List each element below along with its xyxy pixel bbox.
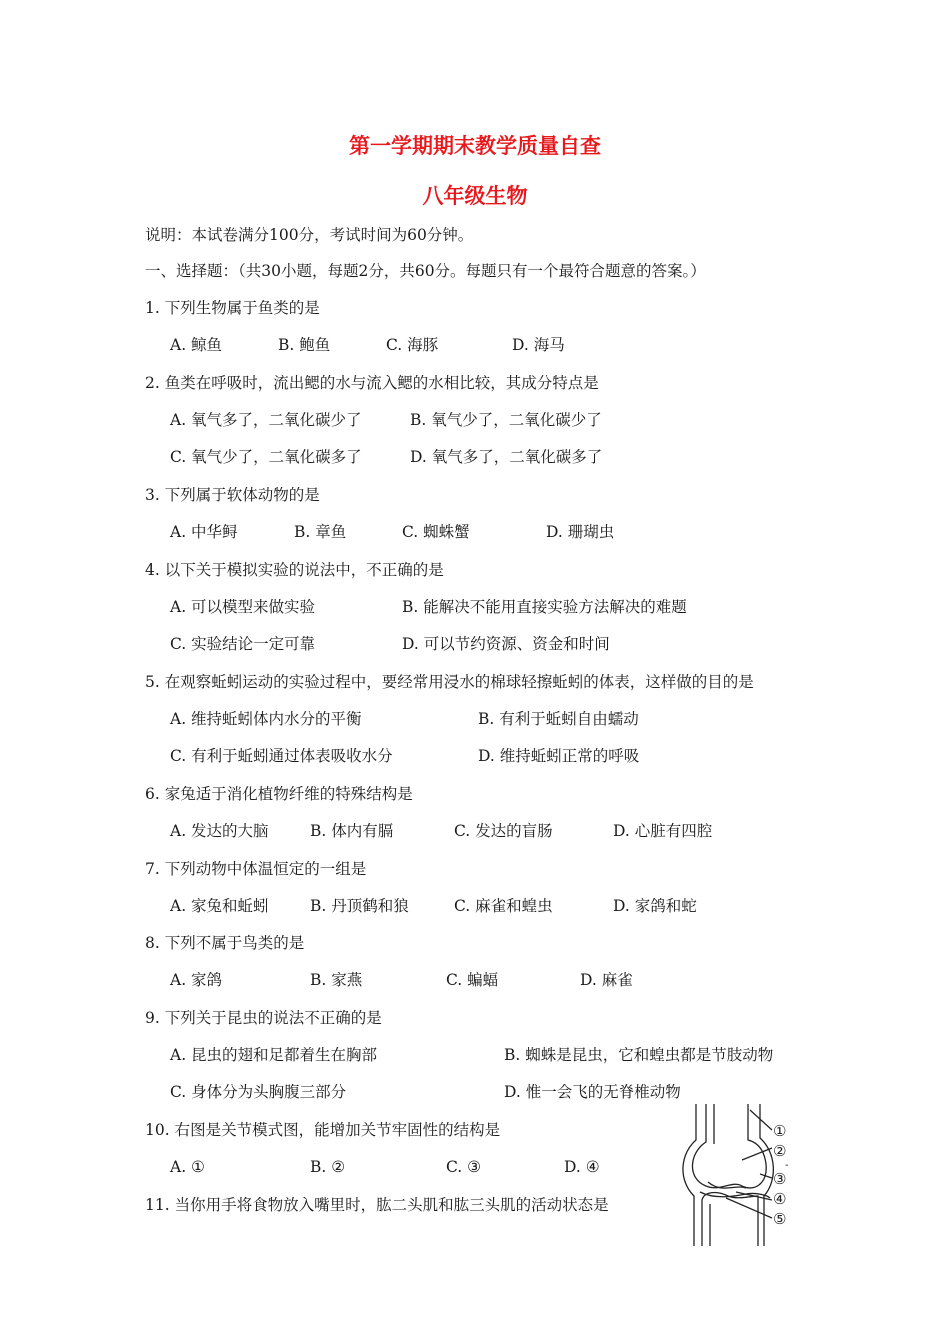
option: C. 氧气少了，二氧化碳多了	[170, 448, 362, 466]
figure-label-3: ③	[773, 1170, 787, 1188]
option: A. 氧气多了，二氧化碳少了	[170, 411, 362, 429]
option: A. 维持蚯蚓体内水分的平衡	[170, 710, 362, 728]
option: A. ①	[170, 1158, 205, 1176]
option: D. 珊瑚虫	[546, 523, 615, 541]
page-subtitle: 八年级生物	[422, 184, 528, 208]
option: A. 发达的大脑	[170, 822, 269, 840]
option: B. ②	[310, 1158, 346, 1176]
option: C. 海豚	[386, 336, 439, 354]
question-stem: 2. 鱼类在呼吸时，流出鳃的水与流入鳃的水相比较，其成分特点是	[145, 374, 599, 392]
question-stem: 10. 右图是关节模式图，能增加关节牢固性的结构是	[145, 1121, 501, 1139]
option: D. 氧气多了，二氧化碳多了	[410, 448, 603, 466]
option: C. 实验结论一定可靠	[170, 635, 316, 653]
option: D. 维持蚯蚓正常的呼吸	[478, 747, 640, 765]
option: A. 家兔和蚯蚓	[170, 897, 269, 915]
figure-dash: -	[785, 1160, 789, 1171]
option: C. ③	[446, 1158, 482, 1176]
option: B. 体内有膈	[310, 822, 394, 840]
option: B. 丹顶鹤和狼	[310, 897, 409, 915]
option: C. 蝙蝠	[446, 971, 499, 989]
option: D. 惟一会飞的无脊椎动物	[504, 1083, 681, 1101]
question-stem: 7. 下列动物中体温恒定的一组是	[145, 860, 367, 878]
option: A. 鲸鱼	[170, 336, 223, 354]
option: B. 家燕	[310, 971, 363, 989]
option: C. 身体分为头胸腹三部分	[170, 1083, 347, 1101]
option: D. 海马	[512, 336, 565, 354]
figure-label-2: ②	[773, 1142, 787, 1160]
option: C. 蜘蛛蟹	[402, 523, 470, 541]
option: D. 可以节约资源、资金和时间	[402, 635, 610, 653]
option: B. 章鱼	[294, 523, 347, 541]
question-stem: 6. 家兔适于消化植物纤维的特殊结构是	[145, 785, 413, 803]
question-stem: 5. 在观察蚯蚓运动的实验过程中，要经常用浸水的棉球轻擦蚯蚓的体表，这样做的目的是	[145, 673, 754, 691]
joint-diagram	[676, 1100, 800, 1248]
option: D. ④	[564, 1158, 600, 1176]
option: C. 发达的盲肠	[454, 822, 553, 840]
question-stem: 3. 下列属于软体动物的是	[145, 486, 320, 504]
option: D. 家鸽和蛇	[613, 897, 697, 915]
page-title: 第一学期期末教学质量自查	[349, 134, 601, 158]
option: B. 能解决不能用直接实验方法解决的难题	[402, 598, 687, 616]
option: D. 心脏有四腔	[613, 822, 713, 840]
question-stem: 9. 下列关于昆虫的说法不正确的是	[145, 1009, 382, 1027]
option: D. 麻雀	[580, 971, 633, 989]
option: A. 家鸽	[170, 971, 223, 989]
figure-label-5: ⑤	[773, 1210, 787, 1228]
option: B. 氧气少了，二氧化碳少了	[410, 411, 602, 429]
question-stem: 11. 当你用手将食物放入嘴里时，肱二头肌和肱三头肌的活动状态是	[145, 1196, 609, 1214]
figure-label-1: ①	[773, 1122, 787, 1140]
option: A. 昆虫的翅和足都着生在胸部	[170, 1046, 378, 1064]
question-stem: 8. 下列不属于鸟类的是	[145, 934, 305, 952]
instructions: 说明：本试卷满分100分，考试时间为60分钟。	[145, 226, 474, 244]
option: A. 中华鲟	[170, 523, 238, 541]
section-heading: 一、选择题：（共30小题，每题2分，共60分。每题只有一个最符合题意的答案。）	[145, 262, 706, 280]
option: B. 鲍鱼	[278, 336, 331, 354]
figure-label-4: ④	[773, 1190, 787, 1208]
option: B. 有利于蚯蚓自由蠕动	[478, 710, 639, 728]
option: B. 蜘蛛是昆虫，它和蝗虫都是节肢动物	[504, 1046, 774, 1064]
option: C. 麻雀和蝗虫	[454, 897, 553, 915]
question-stem: 4. 以下关于模拟实验的说法中，不正确的是	[145, 561, 444, 579]
option: C. 有利于蚯蚓通过体表吸收水分	[170, 747, 393, 765]
option: A. 可以模型来做实验	[170, 598, 316, 616]
question-stem: 1. 下列生物属于鱼类的是	[145, 299, 320, 317]
